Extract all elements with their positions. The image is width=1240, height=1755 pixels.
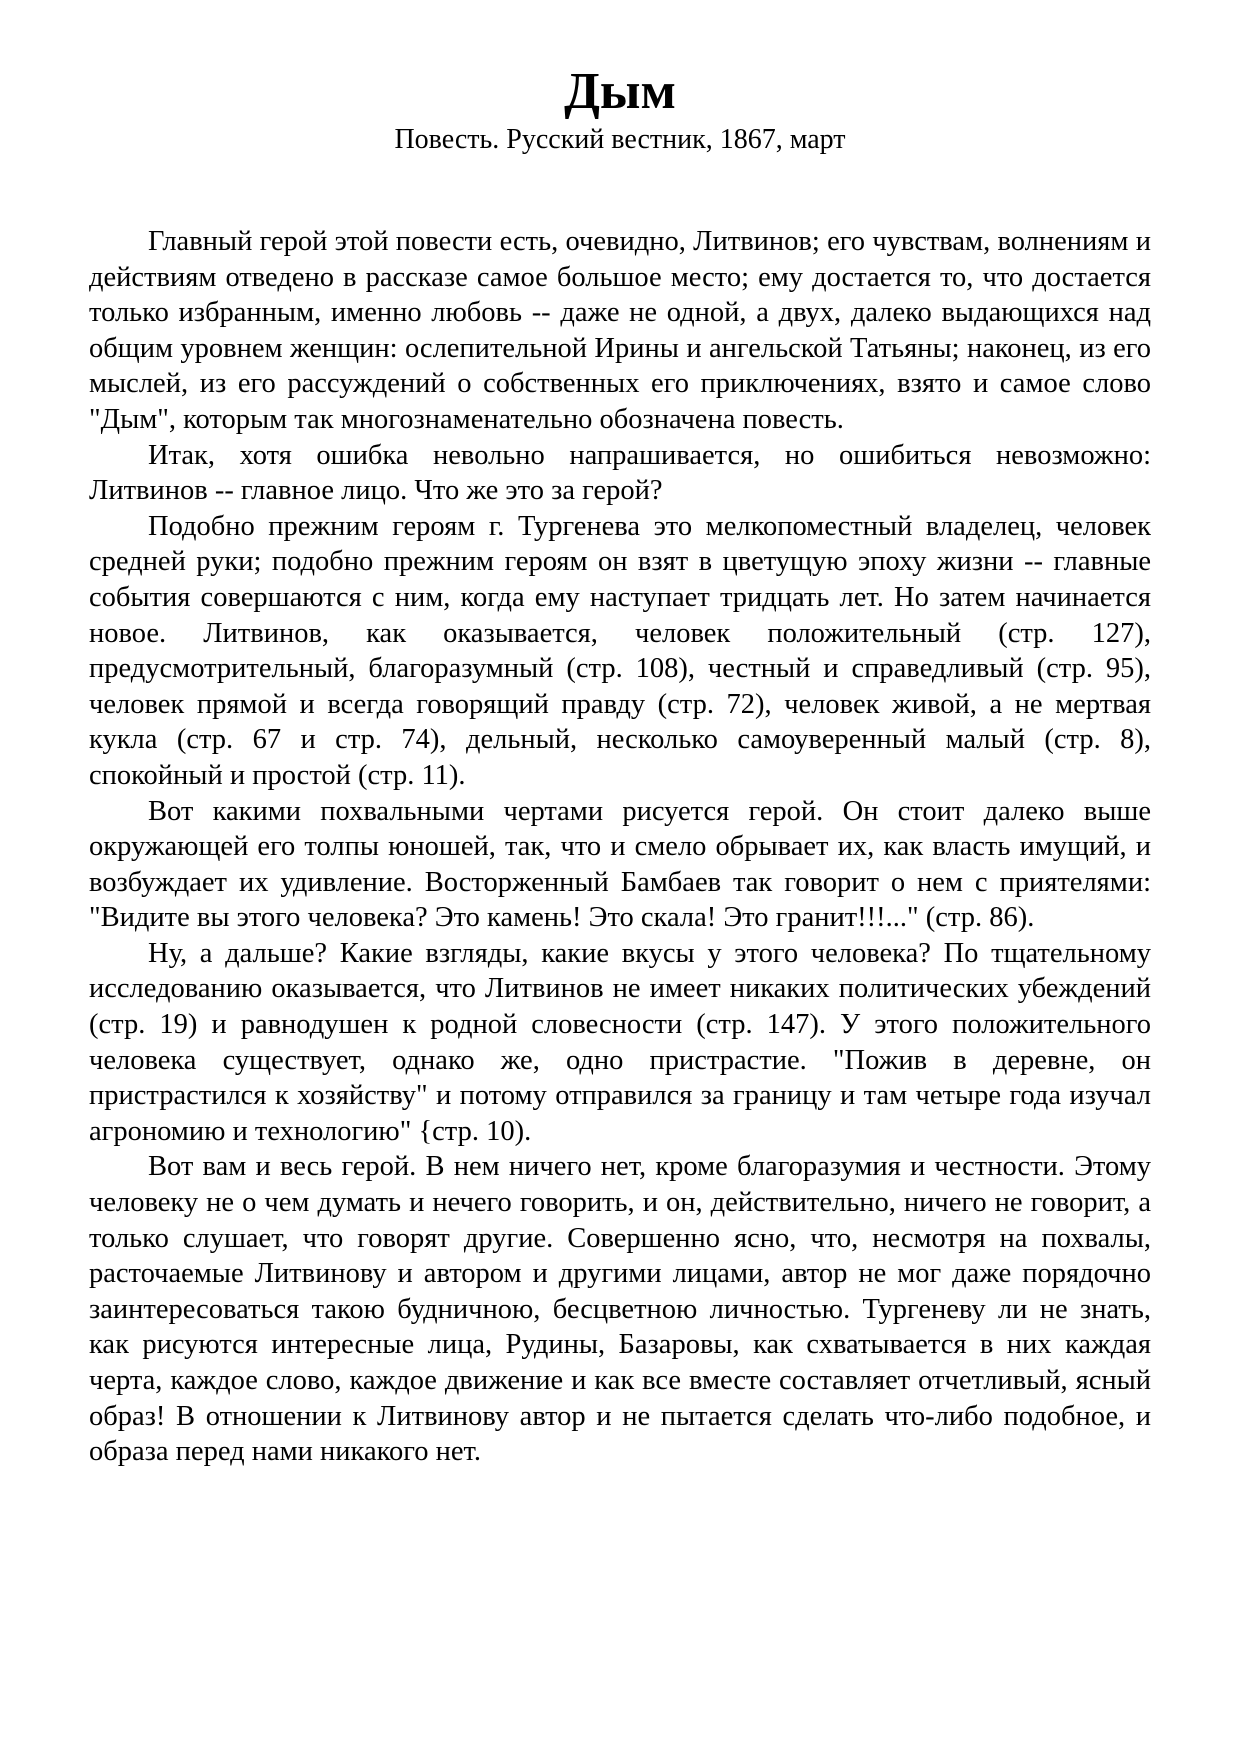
page-subtitle: Повесть. Русский вестник, 1867, март <box>394 124 846 155</box>
page-title: Дым <box>564 63 676 120</box>
paragraph-5: Ну, а дальше? Какие взгляды, какие вкусы у этого человека? По тщательному исследованию оказывается, что Литвинов не имеет никаких политических убеждений (стр. 19) и равнодушен к родной словесности (стр. 147). У этого положительного человека существует, однако же, одно пристрастие. "Пожив в деревне, он пристрастился к хозяйству" и потому отправился за границу и там четыре года изучал агрономию и технологию" {стр. 10). <box>89 937 1151 1147</box>
paragraph-3: Подобно прежним героям г. Тургенева это мелкопоместный владелец, человек средней руки; подобно прежним героям он взят в цветущую эпоху жизни -- главные события совершаются с ним, когда ему наступает тридцать лет. Но затем начинается новое. Литвинов, как оказывается, человек положительный (стр. 127), предусмотрительный, благоразумный (стр. 108), честный и справедливый (стр. 95), человек прямой и всегда говорящий правду (стр. 72), человек живой, а не мертвая кукла (стр. 67 и стр. 74), дельный, несколько самоуверенный малый (стр. 8), спокойный и простой (стр. 11). <box>89 510 1151 791</box>
paragraph-6: Вот вам и весь герой. В нем ничего нет, кроме благоразумия и честности. Этому человеку не о чем думать и нечего говорить, и он, действительно, ничего не говорит, а только слушает, что говорят другие. Совершенно ясно, что, несмотря на похвалы, расточаемые Литвинову и автором и другими лицами, автор не мог даже порядочно заинтересоваться такою будничною, бесцветною личностью. Тургеневу ли не знать, как рисуются интересные лица, Рудины, Базаровы, как схватывается в них каждая черта, каждое слово, каждое движение и как все вместе составляет отчетливый, ясный образ! В отношении к Литвинову автор и не пытается сделать что-либо подобное, и образа перед нами никакого нет. <box>89 1151 1151 1468</box>
paragraph-4: Вот какими похвальными чертами рисуется герой. Он стоит далеко выше окружающей его толпы юношей, так, что и смело обрывает их, как власть имущий, и возбуждает их удивление. Восторженный Бамбаев так говорит о нем с приятелями: "Видите вы этого человека? Это камень! Это скала! Это гранит!!!..." (стр. 86). <box>89 795 1151 934</box>
paragraph-2: Итак, хотя ошибка невольно напрашивается, но ошибиться невозможно: Литвинов -- главное лицо. Что же это за герой? <box>89 439 1151 507</box>
paragraph-1: Главный герой этой повести есть, очевидно, Литвинов; его чувствам, волнениям и действиям отведено в рассказе самое большое место; ему достается то, что достается только избранным, именно любовь -- даже не одной, а двух, далеко выдающихся над общим уровнем женщин: ослепительной Ирины и ангельской Татьяны; наконец, из его мыслей, из его рассуждений о собственных его приключениях, взято и самое слово "Дым", которым так многознаменательно обозначена повесть. <box>89 226 1151 435</box>
article-body <box>89 224 1151 1470</box>
